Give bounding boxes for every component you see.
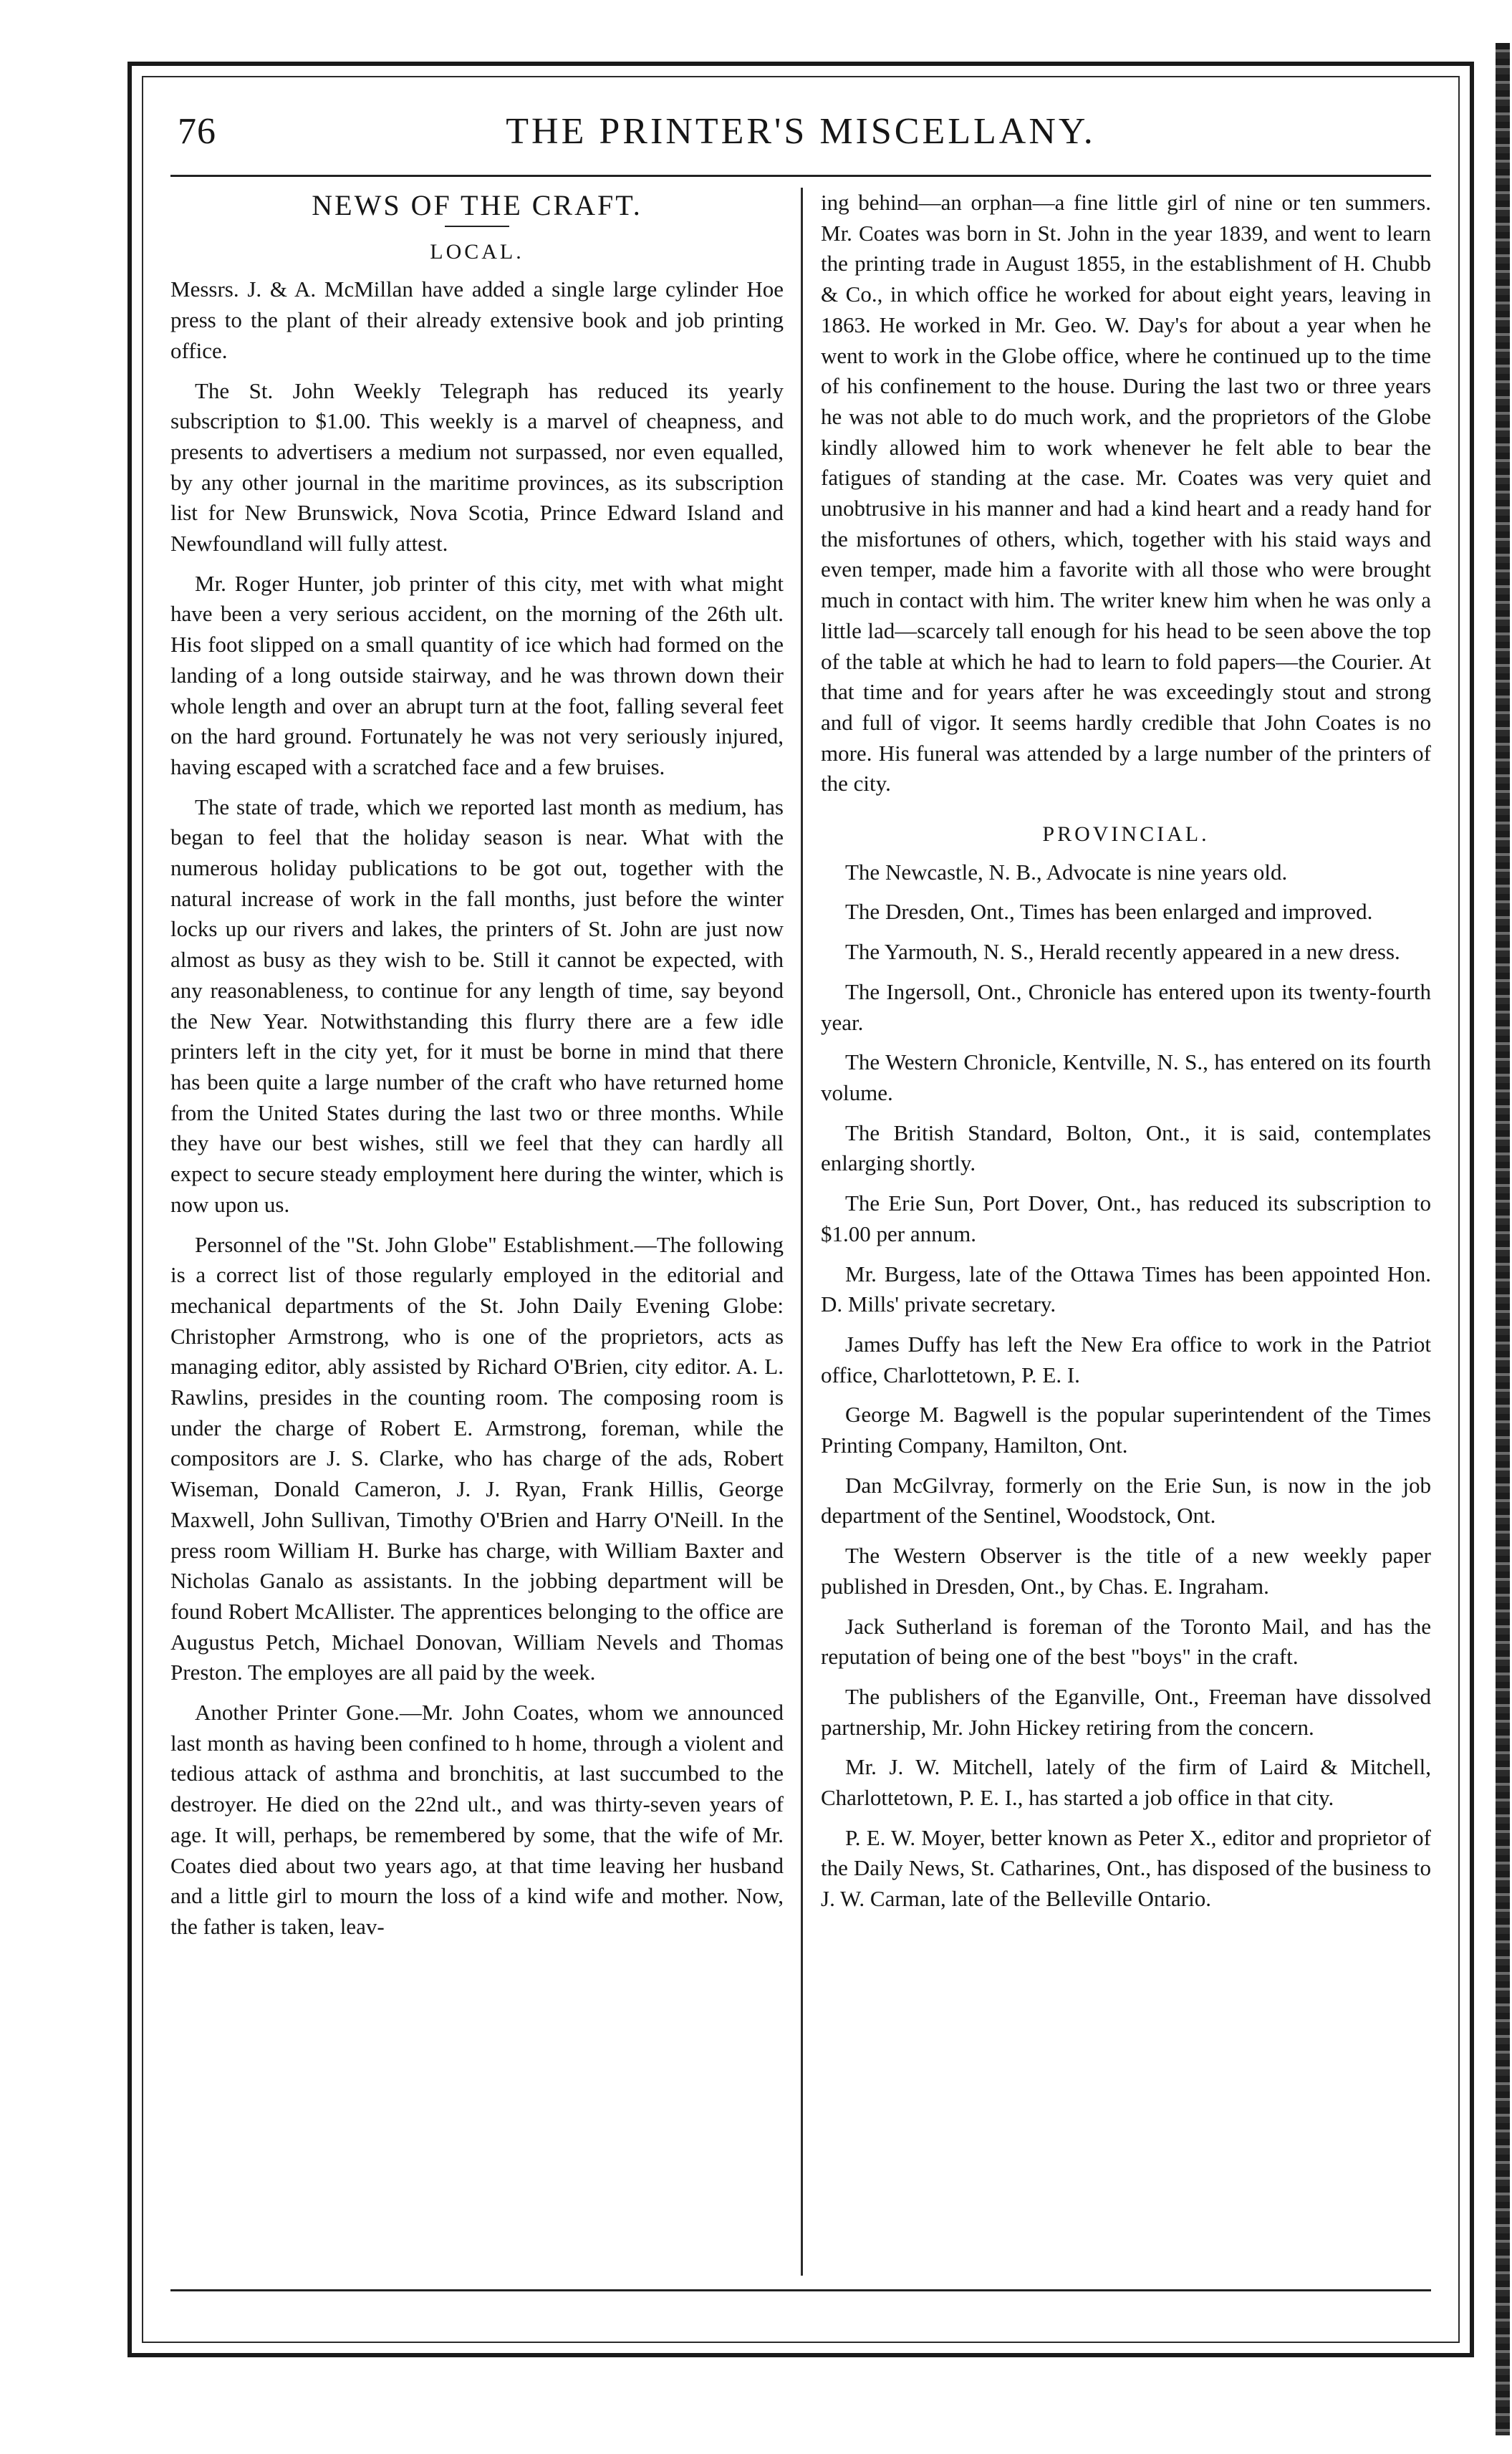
news-item: Mr. J. W. Mitchell, lately of the firm of Laird & Mitchell, Charlottetown, P. E. I., has started a job office in that city. <box>821 1754 1431 1811</box>
news-item: The Dresden, Ont., Times has been enlarged and improved. <box>845 899 1373 925</box>
page-header <box>170 107 1431 165</box>
local-heading: LOCAL. <box>430 239 524 264</box>
news-item: P. E. W. Moyer, better known as Peter X., editor and proprietor of the Daily News, St. Catharines, Ont., has disposed of the business to J. W. Carman, late of the Belleville Ontario. <box>821 1824 1431 1912</box>
news-item: The Yarmouth, N. S., Herald recently appeared in a new dress. <box>845 939 1400 965</box>
news-item: James Duffy has left the New Era office to work in the Patriot office, Charlottetown, P. E. I. <box>821 1331 1431 1387</box>
news-item: The Erie Sun, Port Dover, Ont., has reduced its subscription to $1.00 per annum. <box>821 1190 1431 1246</box>
news-item: The Western Chronicle, Kentville, N. S., has entered on its fourth volume. <box>821 1049 1431 1105</box>
right-column <box>821 188 1431 2272</box>
news-item: The publishers of the Eganville, Ont., Freeman have dissolved partnership, Mr. John Hickey retiring from the concern. <box>821 1683 1431 1740</box>
bottom-rule <box>170 2289 1431 2291</box>
article-paragraph: Personnel of the "St. John Globe" Establishment.—The following is a correct list of those regularly employed in the editorial and mechanical departments of the St. John Daily Evening Globe: Christopher Armstrong, who is one of the proprietors, acts as managing editor, ably assisted by Richard O'Brien, city editor. A. L. Rawlins, presides in the counting room. The composing room is under the charge of Robert E. Armstrong, foreman, while the compositors are J. S. Clarke, who has charge of the ads, Robert Wiseman, Donald Cameron, J. J. Ryan, Frank Hillis, George Maxwell, John Sullivan, Timothy O'Brien and Harry O'Neill. In the press room William H. Burke has charge, with William Baxter and Nicholas Ganalo as assistants. In the jobbing department will be found Robert McAllister. The apprentices belonging to the office are Augustus Petch, Michael Donovan, William Nevels and Thomas Preston. The employes are all paid by the week. <box>170 1231 784 1685</box>
article-paragraph: The St. John Weekly Telegraph has reduced its yearly subscription to $1.00. This weekly is a marvel of cheapness, and presents to advertisers a medium not surpassed, nor even equalled, by any other journal in the maritime provinces, as its subscription list for New Brunswick, Nova Scotia, Prince Edward Island and Newfoundland will fully attest. <box>170 377 784 557</box>
title-rule <box>445 226 509 227</box>
news-item: The Newcastle, N. B., Advocate is nine years old. <box>845 859 1288 885</box>
news-item: The Western Observer is the title of a new weekly paper published in Dresden, Ont., by Chas. E. Ingraham. <box>821 1543 1431 1599</box>
news-item: Dan McGilvray, formerly on the Erie Sun, is now in the job department of the Sentinel, Woodstock, Ont. <box>821 1472 1431 1529</box>
column-rule <box>801 188 803 2276</box>
article-paragraph: The state of trade, which we reported last month as medium, has began to feel that the holiday season is near. What with the numerous holiday publications to be got out, together with the natural increase of work in the fall months, just before the winter locks up our rivers and lakes, the printers of St. John are just now almost as busy as they wish to be. Still it cannot be expected, with any reasonableness, to continue for any length of time, say beyond the New Year. Notwithstanding this flurry there are a few idle printers left in the city yet, for it must be borne in mind that there has been quite a large number of the craft who have returned home from the United States during the last two or three months. While they have our best wishes, still we feel that they can hardly all expect to secure steady employment here during the winter, which is now upon us. <box>170 794 784 1217</box>
article-paragraph: Messrs. J. & A. McMillan have added a single large cylinder Hoe press to the plant of their already extensive book and job printing office. <box>170 276 784 363</box>
header-rule <box>170 175 1431 177</box>
article-paragraph: Mr. Roger Hunter, job printer of this city, met with what might have been a very serious accident, on the morning of the 26th ult. His foot slipped on a small quantity of ice which had formed on the landing of a long outside stairway, and he was thrown down their whole length and over an abrupt turn at the foot, falling several feet on the hard ground. Fortunately he was not very seriously injured, having escaped with a scratched face and a few bruises. <box>170 570 784 779</box>
article-continuation: ing behind—an orphan—a fine little girl of nine or ten summers. Mr. Coates was born in St. John in the year 1839, and went to learn the printing trade in August 1855, in the establishment of H. Chubb & Co., in which office he worked for about eight years, leaving in 1863. He worked in Mr. Geo. W. Day's for about a year when he went to work in the Globe office, where he continued up to the time of his confinement to the house. During the last two or three years he was not able to do much work, and the proprietors of the Globe kindly allowed him to work whenever he felt able to bear the fatigues of standing at the case. Mr. Coates was very quiet and unobtrusive in his manner and had a kind heart and a ready hand for the misfortunes of others, which, together with his staid ways and even temper, made him a favorite with all those who were brought much in contact with him. The writer knew him when he was only a little lad—scarcely tall enough for his head to be seen above the top of the table at which he had to learn to fold papers—the Courier. At that time and for years after he was exceedingly stout and strong and full of vigor. It seems hardly credible that John Coates is no more. His funeral was attended by a large number of the printers of the city. <box>821 190 1431 797</box>
news-item: George M. Bagwell is the popular superintendent of the Times Printing Company, Hamilton, Ont. <box>821 1402 1431 1458</box>
news-item: The British Standard, Bolton, Ont., it is said, contemplates enlarging shortly. <box>821 1120 1431 1176</box>
news-item: Jack Sutherland is foreman of the Toronto Mail, and has the reputation of being one of the best "boys" in the craft. <box>821 1613 1431 1670</box>
running-title: THE PRINTER'S MISCELLANY. <box>506 111 1096 152</box>
provincial-heading: PROVINCIAL. <box>1042 822 1210 847</box>
article-paragraph: Another Printer Gone.—Mr. John Coates, whom we announced last month as having been confined to h home, through a violent and tedious attack of asthma and bronchitis, at last succumbed to the destroyer. He died on the 22nd ult., and was thirty-seven years of age. It will, perhaps, be remembered by some, that the wife of Mr. Coates died about two years ago, at that time leaving her husband and a little girl to mourn the loss of a kind wife and mother. Now, the father is taken, leav- <box>170 1700 784 1939</box>
page-number: 76 <box>178 111 216 152</box>
news-item: Mr. Burgess, late of the Ottawa Times has been appointed Hon. D. Mills' private secretary. <box>821 1261 1431 1317</box>
news-item: The Ingersoll, Ont., Chronicle has entered upon its twenty-fourth year. <box>821 978 1431 1035</box>
section-title: NEWS OF THE CRAFT. <box>312 189 642 221</box>
scan-edge <box>1496 43 1510 2435</box>
left-column <box>170 188 784 2272</box>
